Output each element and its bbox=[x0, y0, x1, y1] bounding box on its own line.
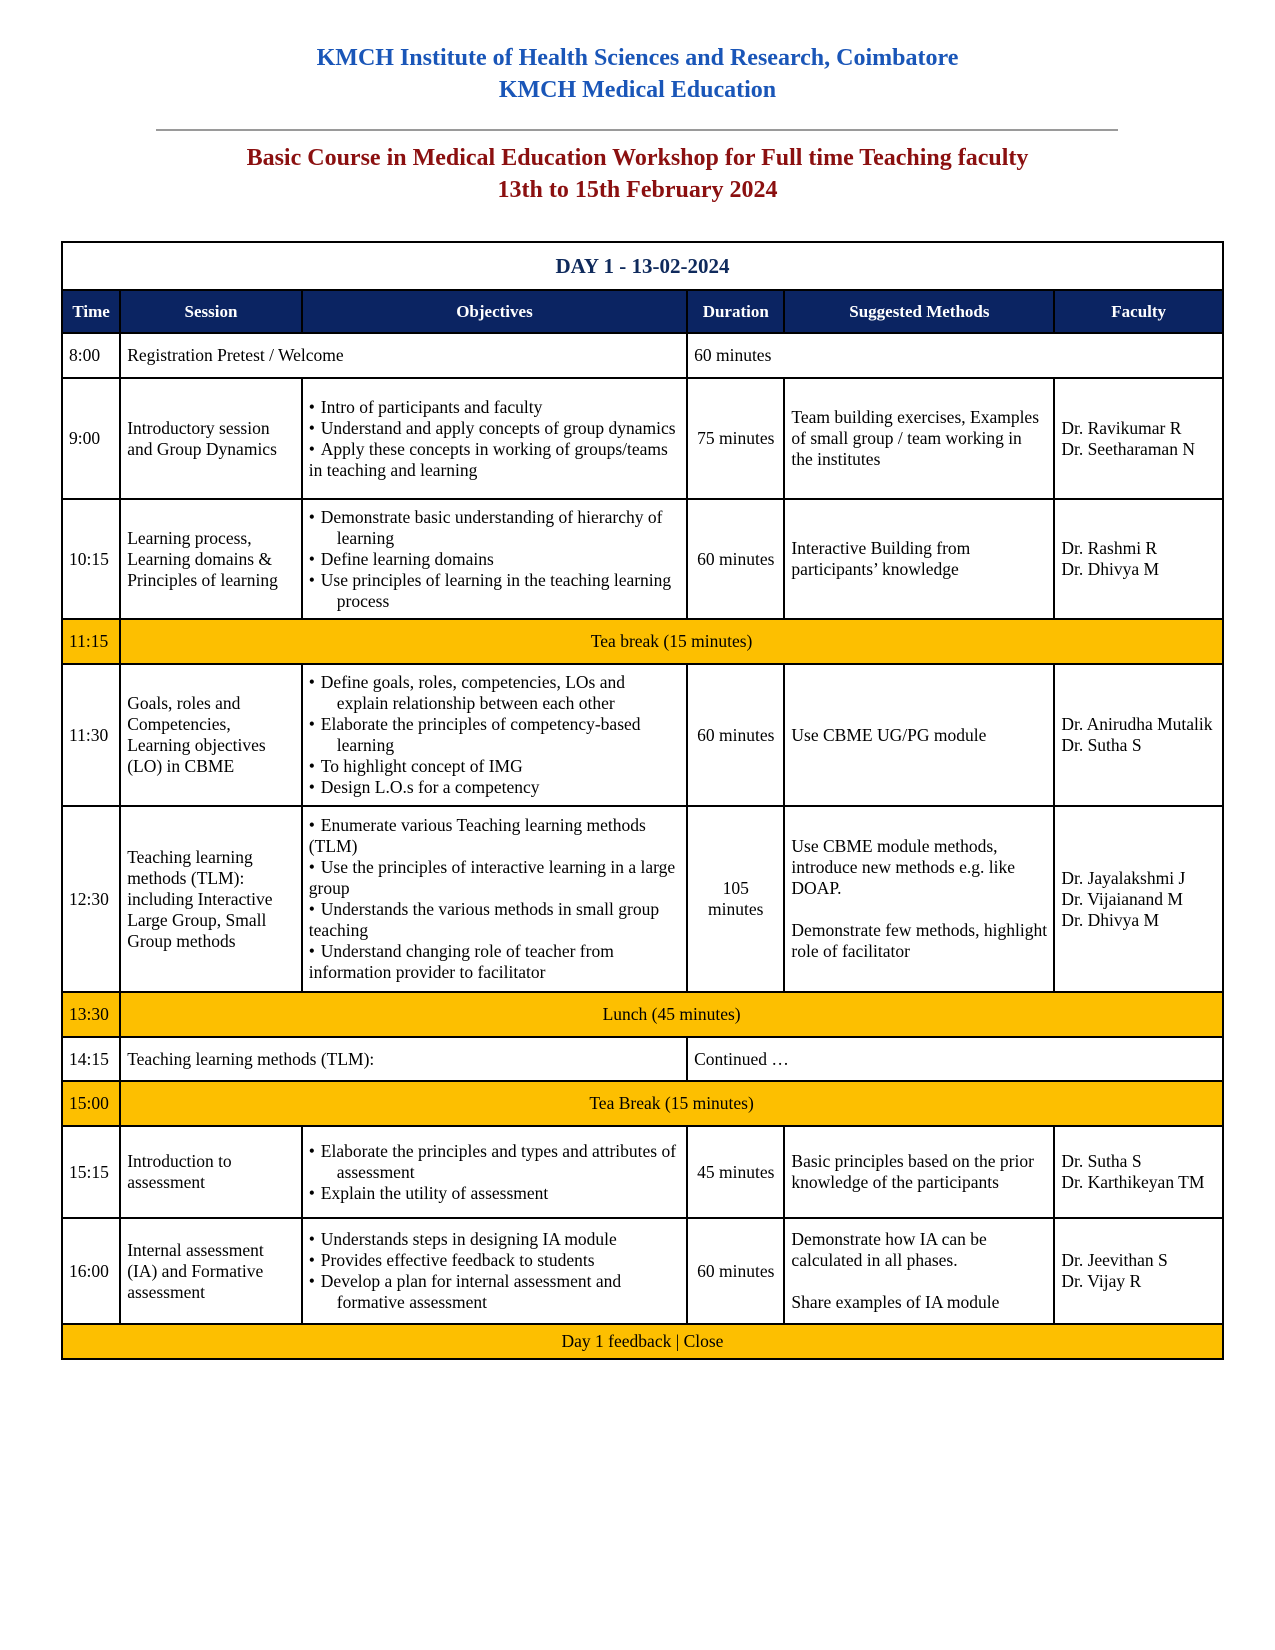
time-cell: 10:15 bbox=[62, 499, 120, 619]
faculty-name: Dr. Karthikeyan TM bbox=[1061, 1172, 1205, 1192]
duration-cell: 60 minutes bbox=[687, 1218, 784, 1324]
objective-item: • Understands the various methods in small group teaching bbox=[308, 899, 660, 940]
faculty-cell bbox=[1054, 499, 1223, 619]
duration-cell: Continued … bbox=[687, 1037, 1223, 1081]
duration-cell: 105 minutes bbox=[687, 806, 784, 992]
table-row bbox=[62, 499, 1223, 619]
objective-item: • Use principles of learning in the teaching learning process bbox=[308, 569, 672, 611]
objective-item: • Intro of participants and faculty bbox=[308, 396, 543, 417]
column-header-row bbox=[62, 290, 1223, 333]
objective-item: • Apply these concepts in working of groups/teams in teaching and learning bbox=[308, 438, 668, 480]
objective-item: • Design L.O.s for a competency bbox=[308, 777, 540, 797]
objective-item: • Use the principles of interactive learning in a large group bbox=[308, 857, 676, 898]
col-header-objectives: Objectives bbox=[302, 290, 687, 333]
faculty-name: Dr. Vijay R bbox=[1061, 1271, 1142, 1291]
course-dates: 13th to 15th February 2024 bbox=[497, 177, 778, 203]
method-paragraph: Use CBME module methods, introduce new methods e.g. like DOAP. bbox=[791, 836, 1015, 898]
faculty-name: Dr. Seetharaman N bbox=[1061, 438, 1195, 459]
faculty-name: Dr. Jayalakshmi J bbox=[1061, 867, 1186, 888]
table-row bbox=[62, 333, 1223, 378]
objective-item: • Explain the utility of assessment bbox=[308, 1182, 549, 1203]
footer-row bbox=[62, 1324, 1223, 1359]
duration-cell: 60 minutes bbox=[687, 333, 1223, 378]
time-cell: 11:15 bbox=[62, 619, 120, 664]
department-name: KMCH Medical Education bbox=[498, 77, 777, 103]
objective-item: • Elaborate the principles and types and attributes of assessment bbox=[308, 1140, 677, 1182]
session-cell: Goals, roles and Competencies, Learning objectives (LO) in CBME bbox=[120, 664, 302, 806]
day-title-row bbox=[62, 242, 1223, 290]
faculty-cell bbox=[1054, 1218, 1223, 1324]
break-row bbox=[62, 1081, 1223, 1126]
break-label: Lunch (45 minutes) bbox=[120, 992, 1223, 1037]
method-paragraph: Demonstrate few methods, highlight role of facilitator bbox=[791, 920, 1048, 961]
time-cell: 15:15 bbox=[62, 1126, 120, 1218]
objective-item: • Understand changing role of teacher from information provider to facilitator bbox=[308, 941, 614, 982]
day-title: DAY 1 - 13-02-2024 bbox=[62, 242, 1223, 290]
objective-item: • To highlight concept of IMG bbox=[308, 756, 523, 776]
course-heading bbox=[0, 142, 1275, 206]
day-close-label: Day 1 feedback | Close bbox=[62, 1324, 1223, 1359]
objective-item: • Define goals, roles, competencies, LOs and explain relationship between each other bbox=[308, 672, 626, 713]
table-row bbox=[62, 664, 1223, 806]
objectives-cell bbox=[302, 499, 687, 619]
objectives-cell bbox=[302, 1126, 687, 1218]
objective-item: • Define learning domains bbox=[308, 548, 494, 569]
table-row bbox=[62, 806, 1223, 992]
faculty-cell bbox=[1054, 378, 1223, 499]
objective-item: • Develop a plan for internal assessment and formative assessment bbox=[308, 1271, 622, 1312]
duration-cell: 60 minutes bbox=[687, 499, 784, 619]
col-header-session: Session bbox=[120, 290, 302, 333]
faculty-name: Dr. Jeevithan S bbox=[1061, 1250, 1168, 1270]
faculty-cell bbox=[1054, 1126, 1223, 1218]
faculty-cell bbox=[1054, 664, 1223, 806]
table-row bbox=[62, 1218, 1223, 1324]
methods-cell bbox=[784, 806, 1054, 992]
objectives-cell bbox=[302, 664, 687, 806]
time-cell: 9:00 bbox=[62, 378, 120, 499]
institution-heading bbox=[0, 42, 1275, 106]
duration-cell: 45 minutes bbox=[687, 1126, 784, 1218]
time-cell: 8:00 bbox=[62, 333, 120, 378]
objective-item: • Understands steps in designing IA module bbox=[308, 1229, 617, 1249]
header-divider bbox=[156, 129, 1118, 131]
time-cell: 13:30 bbox=[62, 992, 120, 1037]
session-cell: Teaching learning methods (TLM): bbox=[120, 1037, 687, 1081]
session-cell: Teaching learning methods (TLM): including Interactive Large Group, Small Group methods bbox=[120, 806, 302, 992]
course-title: Basic Course in Medical Education Workshop for Full time Teaching faculty bbox=[246, 145, 1029, 171]
schedule-table bbox=[61, 241, 1224, 1360]
institution-name: KMCH Institute of Health Sciences and Research, Coimbatore bbox=[316, 45, 959, 71]
time-cell: 14:15 bbox=[62, 1037, 120, 1081]
objective-item: • Provides effective feedback to students bbox=[308, 1250, 595, 1270]
col-header-faculty: Faculty bbox=[1054, 290, 1223, 333]
session-cell: Introductory session and Group Dynamics bbox=[120, 378, 302, 499]
session-cell: Registration Pretest / Welcome bbox=[120, 333, 687, 378]
method-paragraph: Demonstrate how IA can be calculated in all phases. bbox=[791, 1229, 987, 1270]
objectives-cell bbox=[302, 806, 687, 992]
break-label: Tea Break (15 minutes) bbox=[120, 1081, 1223, 1126]
session-cell: Introduction to assessment bbox=[120, 1126, 302, 1218]
faculty-name: Dr. Sutha S bbox=[1061, 1151, 1142, 1171]
faculty-name: Dr. Dhivya M bbox=[1061, 559, 1160, 579]
objective-item: • Elaborate the principles of competency-based learning bbox=[308, 714, 641, 755]
objective-item: • Understand and apply concepts of group dynamics bbox=[308, 417, 676, 438]
col-header-duration: Duration bbox=[687, 290, 784, 333]
method-paragraph: Share examples of IA module bbox=[791, 1292, 1000, 1312]
methods-cell: Interactive Building from participants’ knowledge bbox=[784, 499, 1054, 619]
time-cell: 16:00 bbox=[62, 1218, 120, 1324]
break-label: Tea break (15 minutes) bbox=[120, 619, 1223, 664]
session-cell: Learning process, Learning domains & Principles of learning bbox=[120, 499, 302, 619]
faculty-name: Dr. Vijaianand M bbox=[1061, 888, 1183, 909]
methods-cell: Basic principles based on the prior knowledge of the participants bbox=[784, 1126, 1054, 1218]
objectives-cell bbox=[302, 1218, 687, 1324]
faculty-name: Dr. Anirudha Mutalik bbox=[1061, 714, 1213, 734]
faculty-name: Dr. Ravikumar R bbox=[1061, 417, 1182, 438]
break-row bbox=[62, 619, 1223, 664]
methods-cell bbox=[784, 1218, 1054, 1324]
table-row bbox=[62, 1126, 1223, 1218]
objective-item: • Demonstrate basic understanding of hierarchy of learning bbox=[308, 506, 663, 548]
objectives-cell bbox=[302, 378, 687, 499]
col-header-methods: Suggested Methods bbox=[784, 290, 1054, 333]
time-cell: 15:00 bbox=[62, 1081, 120, 1126]
table-row bbox=[62, 378, 1223, 499]
table-row bbox=[62, 1037, 1223, 1081]
faculty-name: Dr. Dhivya M bbox=[1061, 909, 1160, 930]
session-cell: Internal assessment (IA) and Formative assessment bbox=[120, 1218, 302, 1324]
time-cell: 11:30 bbox=[62, 664, 120, 806]
duration-cell: 75 minutes bbox=[687, 378, 784, 499]
faculty-name: Dr. Sutha S bbox=[1061, 735, 1142, 755]
faculty-cell bbox=[1054, 806, 1223, 992]
faculty-name: Dr. Rashmi R bbox=[1061, 538, 1158, 558]
objective-item: • Enumerate various Teaching learning methods (TLM) bbox=[308, 815, 646, 856]
duration-cell: 60 minutes bbox=[687, 664, 784, 806]
methods-cell: Use CBME UG/PG module bbox=[784, 664, 1054, 806]
break-row bbox=[62, 992, 1223, 1037]
methods-cell: Team building exercises, Examples of small group / team working in the institutes bbox=[784, 378, 1054, 499]
col-header-time: Time bbox=[62, 290, 120, 333]
time-cell: 12:30 bbox=[62, 806, 120, 992]
